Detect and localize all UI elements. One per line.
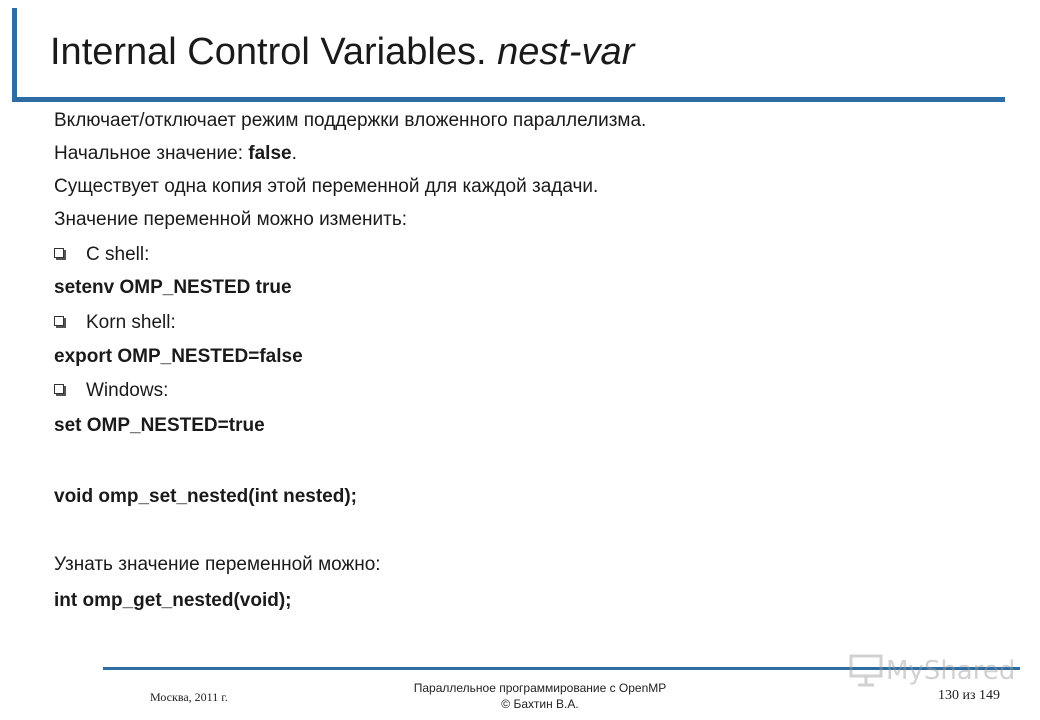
checkbox-bullet-icon: [54, 316, 64, 326]
page-counter: 130 из 149: [938, 688, 1001, 703]
bullet-label: Windows:: [86, 380, 169, 401]
watermark-logo: [848, 652, 1016, 692]
checkbox-bullet-icon: [54, 384, 64, 394]
title-italic: nest-var: [497, 31, 635, 73]
bullet-label: C shell:: [86, 244, 150, 265]
watermark-text: MyShared: [886, 656, 1016, 686]
text-line-2: [54, 142, 297, 166]
code-c-shell: setenv OMP_NESTED true: [54, 277, 292, 298]
title-main: Internal Control Variables.: [50, 31, 498, 73]
footer-course-title: Параллельное программирование с OpenMP: [413, 681, 667, 695]
code-windows: set OMP_NESTED=true: [54, 415, 265, 436]
code-korn-shell: export OMP_NESTED=false: [54, 346, 303, 367]
title-underline: [12, 97, 1005, 102]
slide-title: [50, 27, 634, 77]
bullet-korn-shell: [54, 311, 176, 335]
bullet-c-shell: [54, 243, 149, 267]
text-line-4: Значение переменной можно изменить:: [54, 209, 408, 230]
query-text: Узнать значение переменной можно:: [54, 554, 381, 575]
footer-course: [380, 680, 700, 712]
text-line-1: Включает/отключает режим поддержки вложенного параллелизма.: [54, 110, 647, 131]
line-2-period: .: [291, 143, 297, 164]
checkbox-bullet-icon: [54, 248, 64, 258]
bullet-windows: [54, 379, 168, 403]
footer-location: Москва, 2011 г.: [150, 690, 228, 704]
title-accent-bar: [12, 8, 17, 100]
bullet-label: Korn shell:: [86, 312, 176, 333]
footer-author: © Бахтин В.А.: [501, 697, 579, 711]
text-line-3: Существует одна копия этой переменной для каждой задачи.: [54, 176, 599, 197]
initial-value: false: [248, 143, 292, 164]
function-set-nested: void omp_set_nested(int nested);: [54, 486, 357, 507]
function-get-nested: int omp_get_nested(void);: [54, 590, 292, 611]
presentation-board-icon: [848, 652, 884, 688]
initial-value-label: Начальное значение:: [54, 143, 249, 164]
